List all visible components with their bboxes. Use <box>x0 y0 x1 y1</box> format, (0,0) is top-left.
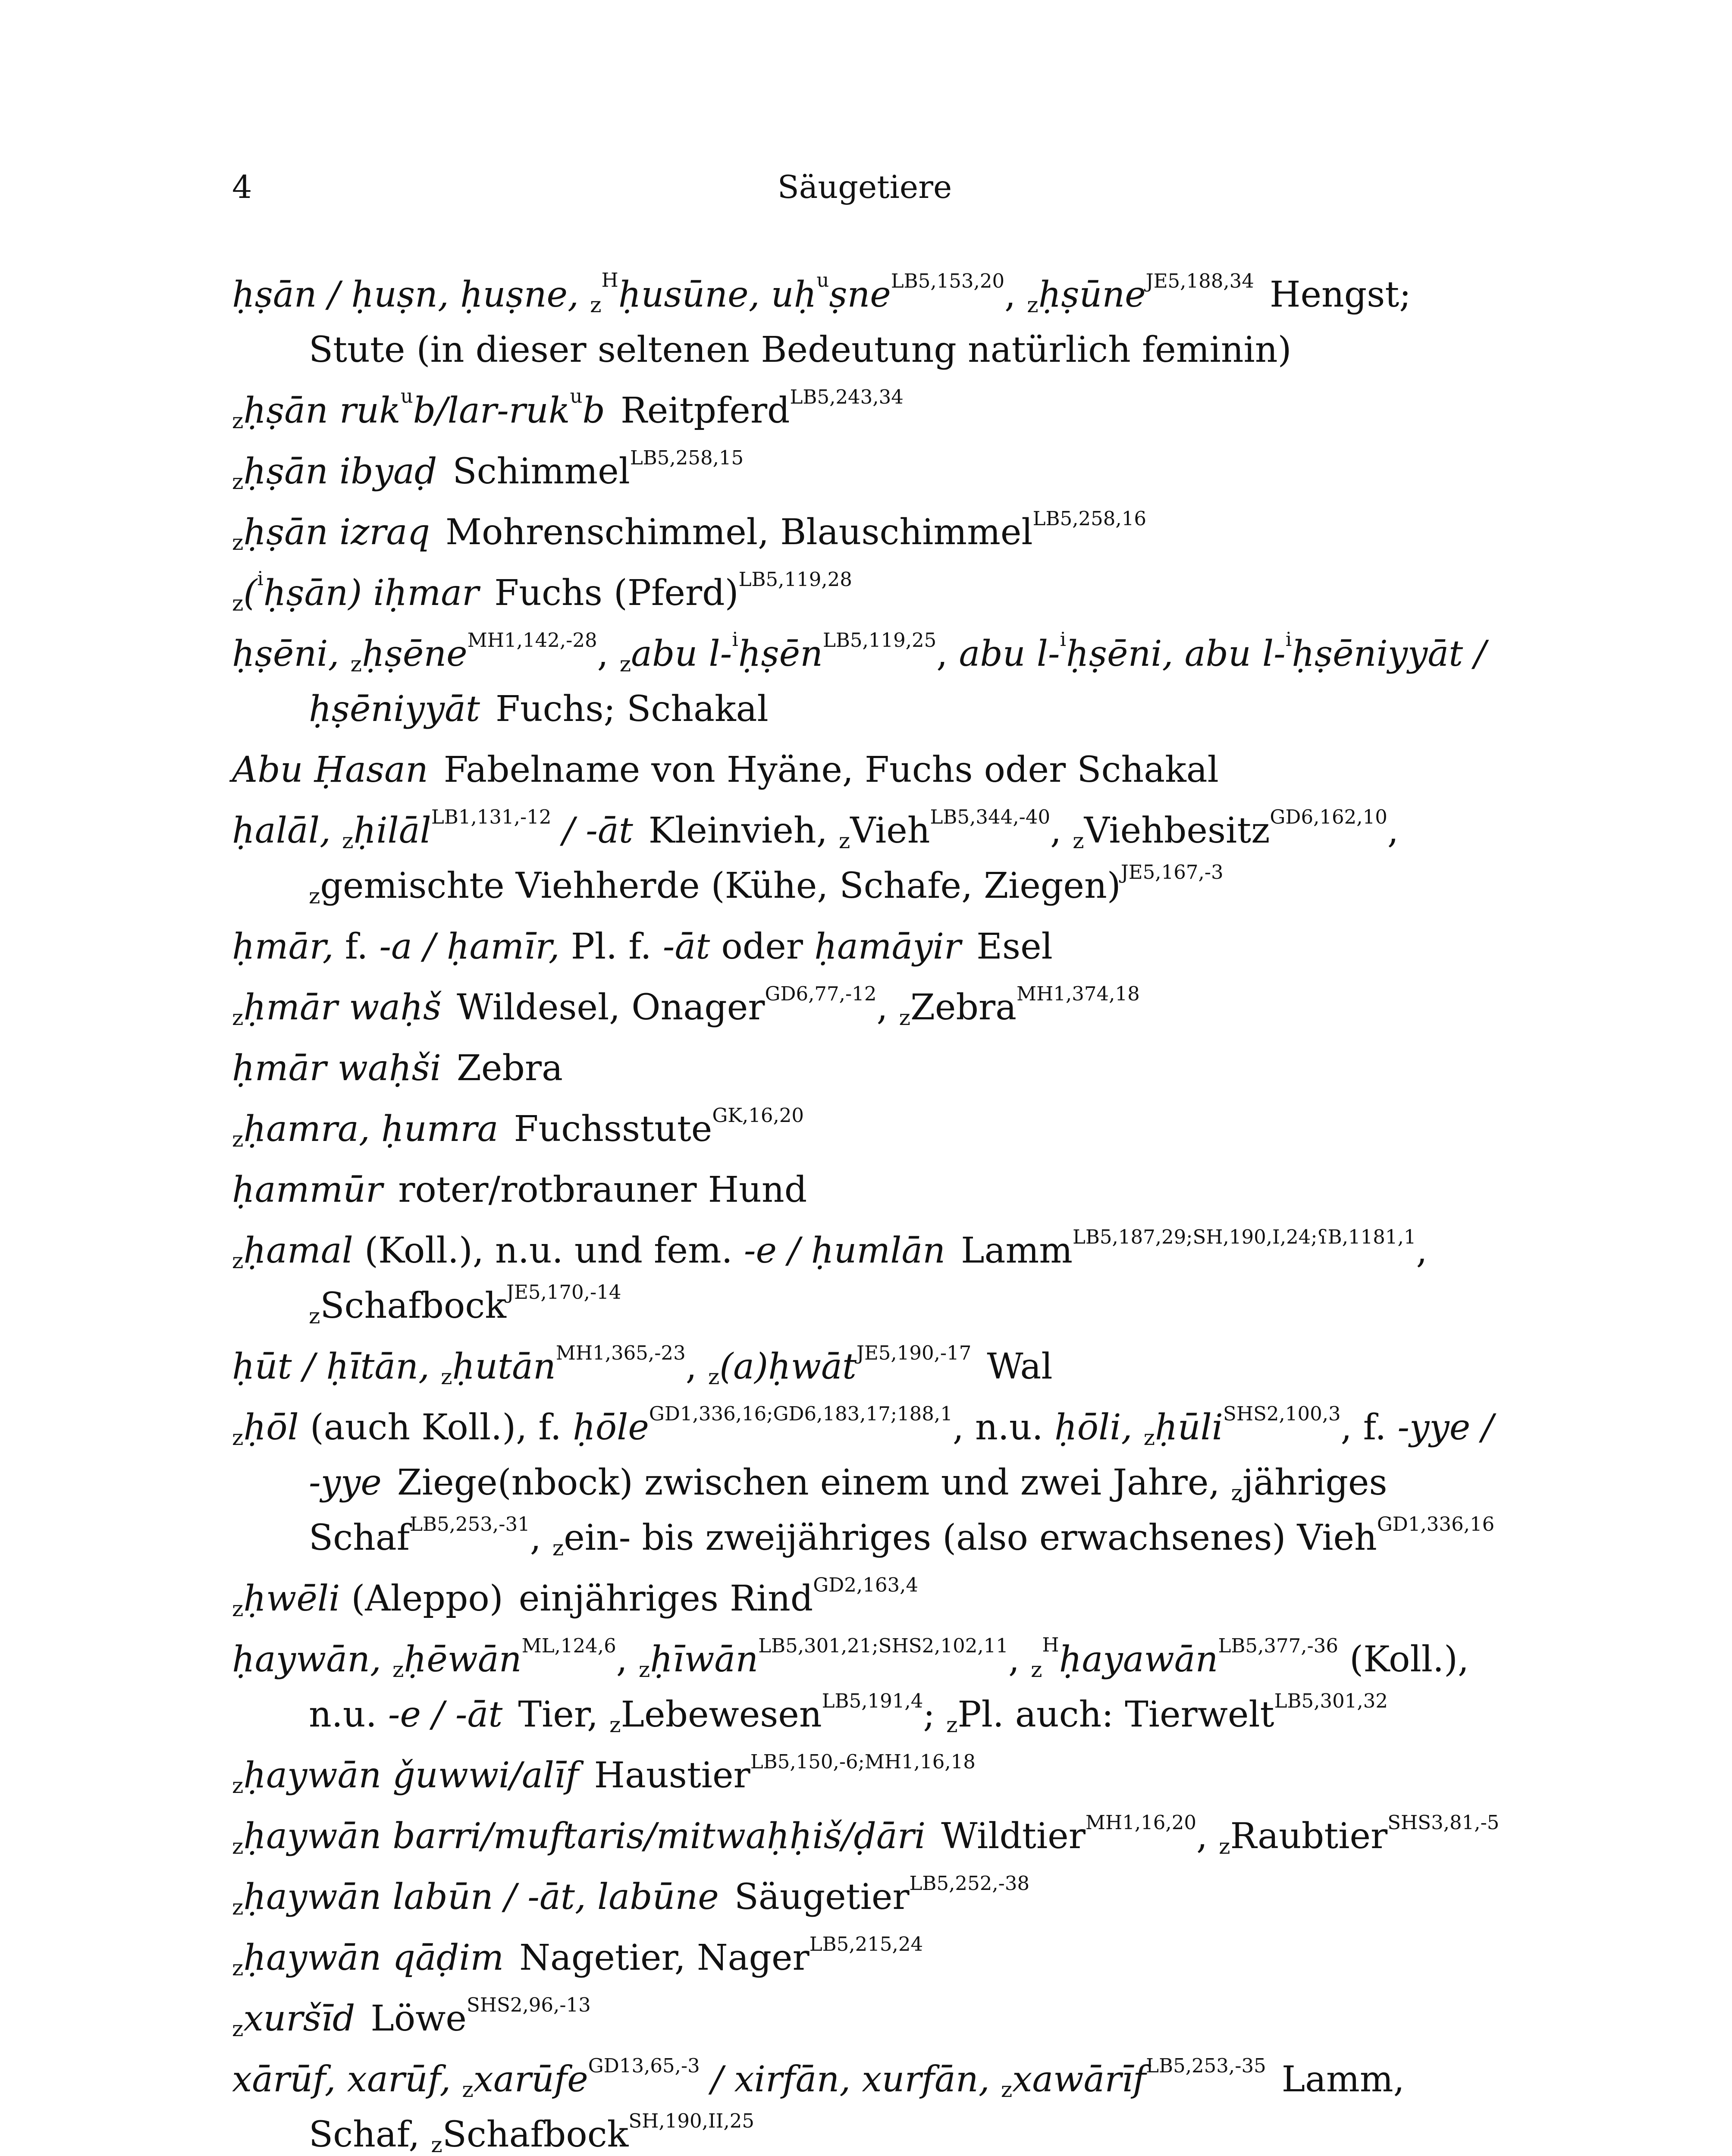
dictionary-entry <box>232 1163 1500 1218</box>
headword-text: ḥṣān izraq <box>243 512 430 553</box>
superscript-marker: u <box>400 385 413 407</box>
z-marker: z <box>232 530 244 555</box>
z-marker: z <box>232 1425 244 1450</box>
z-marker: z <box>232 1596 244 1621</box>
dictionary-entry <box>232 1991 1500 2046</box>
headword-text: -a / ḥamīr, <box>379 926 560 967</box>
z-marker: z <box>462 2077 474 2102</box>
headword-text: ḥilāl <box>353 810 431 851</box>
superscript-marker: u <box>816 269 829 291</box>
definition-text: Fabelname von Hyäne, Fuchs oder Schakal <box>443 749 1219 790</box>
headword-text: xuršīd <box>243 1998 355 2039</box>
source-reference: GK,16,20 <box>712 1104 804 1127</box>
headword-text: ḥaywān qāḍim <box>243 1937 504 1978</box>
superscript-marker: i <box>257 567 264 590</box>
headword-text: ḥīwān <box>650 1639 759 1680</box>
source-reference: LB5,191,4 <box>822 1689 923 1712</box>
z-marker: z <box>609 1712 621 1737</box>
headword-text: ḥṣēni, <box>232 633 351 674</box>
headword-text: / -āt <box>551 810 633 851</box>
z-marker: z <box>232 469 244 494</box>
z-marker: z <box>232 1834 244 1859</box>
dictionary-entry <box>232 1930 1500 1986</box>
source-reference: SHS2,100,3 <box>1223 1402 1341 1425</box>
z-marker: z <box>899 1005 910 1030</box>
source-reference: MH1,374,18 <box>1017 982 1140 1005</box>
definition-text: , <box>530 1517 552 1558</box>
headword-text: ḥusūne, uḥ <box>618 274 817 315</box>
definition-text: f. <box>333 926 380 967</box>
headword-text: ḥamāyir <box>814 926 961 967</box>
source-reference: GD1,336,16 <box>1377 1513 1495 1536</box>
dictionary-entry <box>232 566 1500 621</box>
superscript-marker: i <box>1060 628 1067 651</box>
z-marker: z <box>232 1127 244 1152</box>
source-reference: LB5,258,15 <box>630 446 744 469</box>
z-marker: z <box>232 1895 244 1920</box>
source-reference: LB5,253,-31 <box>410 1513 530 1536</box>
dictionary-entry <box>232 2052 1500 2156</box>
definition-text: Pl. auch: Tierwelt <box>957 1694 1274 1735</box>
headword-text: ḥamra, ḥumra <box>243 1109 499 1150</box>
definition-text: , <box>936 633 959 674</box>
z-marker: z <box>441 1364 452 1389</box>
definition-text: Tier, <box>518 1694 610 1735</box>
definition-text: , <box>685 1346 708 1387</box>
headword-text: abu l- <box>631 633 732 674</box>
definition-text: Fuchsstute <box>514 1109 712 1150</box>
superscript-marker: i <box>1285 628 1292 651</box>
source-reference: LB5,344,-40 <box>930 805 1051 828</box>
definition-text: roter/rotbrauner Hund <box>398 1169 807 1210</box>
z-marker: z <box>232 408 244 433</box>
definition-text: Wal <box>987 1346 1053 1387</box>
source-reference: LB5,150,-6;MH1,16,18 <box>750 1750 976 1773</box>
headword-text: ḥūt / ḥītān, <box>232 1346 441 1387</box>
source-reference: LB1,131,-12 <box>431 805 552 828</box>
headword-text: ḥṣān / ḥuṣn, ḥuṣne, <box>232 274 590 315</box>
dictionary-entry <box>232 980 1500 1035</box>
z-marker: z <box>342 828 354 853</box>
z-marker: z <box>619 652 631 677</box>
headword-text: ḥṣān) iḥmar <box>263 573 479 614</box>
definition-text: Pl. f. <box>559 926 663 967</box>
source-reference: LB5,377,-36 <box>1218 1634 1339 1657</box>
headword-text: ḥutān <box>452 1346 556 1387</box>
z-marker: z <box>1219 1834 1230 1859</box>
source-reference: LB5,187,29;SH,190,I,24;ʕB,1181,1 <box>1072 1225 1416 1248</box>
definition-text: Säugetier <box>734 1877 910 1918</box>
headword-text: -āt <box>662 926 710 967</box>
definition-text: Viehbesitz <box>1084 810 1270 851</box>
z-marker: z <box>1143 1425 1155 1450</box>
source-reference: LB5,253,-35 <box>1146 2054 1266 2077</box>
dictionary-entry <box>232 1400 1500 1566</box>
z-marker: z <box>638 1657 650 1682</box>
definition-text: Haustier <box>594 1755 750 1796</box>
z-marker: z <box>392 1657 404 1682</box>
definition-text: Zebra <box>456 1048 563 1089</box>
source-reference: JE5,190,-17 <box>856 1341 972 1364</box>
dictionary-entry <box>232 383 1500 439</box>
running-title: Säugetiere <box>777 169 952 206</box>
definition-text: (Aleppo) <box>340 1578 503 1619</box>
source-reference: GD6,77,-12 <box>765 982 877 1005</box>
headword-text: ḥaywān, <box>232 1639 393 1680</box>
definition-text: Wildesel, Onager <box>457 987 765 1028</box>
definition-text: , <box>1050 810 1073 851</box>
z-marker: z <box>309 1304 320 1329</box>
source-reference: LB5,243,34 <box>790 385 904 408</box>
dictionary-entry <box>232 1339 1500 1395</box>
definition-text: Lamm <box>961 1230 1073 1271</box>
superscript-marker: i <box>732 628 738 651</box>
z-marker: z <box>1073 828 1084 853</box>
headword-text: Abu Ḥasan <box>232 749 428 790</box>
dictionary-entry <box>232 505 1500 560</box>
superscript-marker: H <box>601 269 618 291</box>
dictionary-entry <box>232 1571 1500 1626</box>
source-reference: LB5,119,28 <box>738 568 852 591</box>
definition-text: einjähriges Rind <box>518 1578 813 1619</box>
definition-text: , <box>1387 810 1399 851</box>
z-marker: z <box>232 591 244 616</box>
z-marker: z <box>1027 292 1039 317</box>
definition-text: Fuchs (Pferd) <box>494 573 739 614</box>
definition-text: (Koll.), n.u. <box>309 1639 1469 1735</box>
definition-text: , <box>616 1639 639 1680</box>
definition-text: oder <box>710 926 815 967</box>
z-marker: z <box>1231 1480 1243 1505</box>
superscript-marker: u <box>570 385 583 407</box>
headword-text: ḥammūr <box>232 1169 383 1210</box>
headword-text: ḥṣūne <box>1038 274 1146 315</box>
definition-text: , <box>597 633 620 674</box>
source-reference: GD1,336,16;GD6,183,17;188,1 <box>649 1402 953 1425</box>
dictionary-entry <box>232 1041 1500 1096</box>
headword-text: -e / ḥumlān <box>744 1230 946 1271</box>
dictionary-entry <box>232 1632 1500 1742</box>
definition-text: Kleinvieh, <box>648 810 839 851</box>
headword-text: ḥmār, <box>232 926 334 967</box>
definition-text: , f. <box>1340 1407 1398 1448</box>
source-reference: SH,190,II,25 <box>628 2109 755 2132</box>
definition-text: gemischte Viehherde (Kühe, Schafe, Ziegen) <box>320 865 1121 906</box>
headword-text: ḥṣān ibyaḍ <box>243 451 437 492</box>
dictionary-entry <box>232 1748 1500 1803</box>
headword-text: b/lar-ruk <box>413 390 570 431</box>
definition-text: Schimmel <box>452 451 630 492</box>
z-marker: z <box>232 1955 244 1981</box>
z-marker: z <box>552 1536 564 1561</box>
headword-text: ḥmār waḥši <box>232 1048 441 1089</box>
dictionary-entry <box>232 1870 1500 1925</box>
definition-text: Zebra <box>910 987 1017 1028</box>
definition-text: Wildtier <box>941 1816 1086 1857</box>
headword-text: ḥṣēniyyāt / ḥṣēniyyāt <box>309 633 1486 730</box>
source-reference: MH1,16,20 <box>1085 1811 1196 1834</box>
definition-text: Mohrenschimmel, Blauschimmel <box>446 512 1033 553</box>
headword-text: -e / -āt <box>388 1694 503 1735</box>
headword-text: / xirfān, xurfān, <box>700 2059 1001 2100</box>
source-reference: LB5,258,16 <box>1032 507 1146 530</box>
headword-text: ḥaywān ǧuwwi/alīf <box>243 1755 579 1796</box>
definition-text: Schafbock <box>442 2114 629 2155</box>
dictionary-entry <box>232 267 1500 378</box>
dictionary-entry <box>232 1102 1500 1157</box>
definition-text: Hengst; Stute (in dieser seltenen Bedeutung natürlich feminin) <box>309 274 1411 370</box>
headword-text: xawārīf <box>1012 2059 1146 2100</box>
definition-text: , <box>1004 274 1027 315</box>
headword-text: b <box>582 390 606 431</box>
source-reference: MH1,365,-23 <box>555 1341 686 1364</box>
z-marker: z <box>232 1005 244 1030</box>
headword-text: ( <box>243 573 257 614</box>
source-reference: SHS2,96,-13 <box>466 1993 591 2016</box>
z-marker: z <box>838 828 850 853</box>
headword-text: ḥṣēni, abu l- <box>1066 633 1286 674</box>
headword-text: ḥamal <box>243 1230 353 1271</box>
z-marker: z <box>590 292 602 317</box>
z-marker: z <box>232 2016 244 2041</box>
z-marker: z <box>1031 1657 1042 1682</box>
definition-text: Vieh <box>850 810 930 851</box>
headword-text: ḥalāl, <box>232 810 342 851</box>
source-reference: LB5,119,25 <box>822 629 937 652</box>
dictionary-entry <box>232 743 1500 798</box>
dictionary-entry <box>232 444 1500 499</box>
dictionary-entry <box>232 1809 1500 1864</box>
source-reference: JE5,188,34 <box>1145 270 1254 292</box>
dictionary-entry <box>232 803 1500 914</box>
z-marker: z <box>431 2132 442 2156</box>
z-marker: z <box>309 884 320 909</box>
definition-text: , <box>1008 1639 1031 1680</box>
headword-text: -yye / -yye <box>309 1407 1494 1503</box>
headword-text: ḥṣēne <box>361 633 468 674</box>
definition-text: (Koll.), n.u. und fem. <box>353 1230 744 1271</box>
headword-text: (a)ḥwāt <box>719 1346 857 1387</box>
definition-text: Fuchs; Schakal <box>495 689 769 730</box>
headword-text: ḥwēli <box>243 1578 340 1619</box>
source-reference: JE5,167,-3 <box>1120 861 1224 884</box>
dictionary-entry <box>232 919 1500 975</box>
source-reference: ML,124,6 <box>521 1634 616 1657</box>
headword-text: abu l- <box>959 633 1060 674</box>
headword-text: ḥēwān <box>404 1639 522 1680</box>
definition-text: Schafbock <box>320 1285 506 1326</box>
headword-text: ḥmār waḥš <box>243 987 442 1028</box>
definition-text: (auch Koll.), f. <box>298 1407 573 1448</box>
source-reference: LB5,252,-38 <box>909 1872 1030 1895</box>
definition-text: ein- bis zweijähriges (also erwachsenes) Vieh <box>564 1517 1377 1558</box>
source-reference: LB5,301,32 <box>1274 1689 1388 1712</box>
definition-text: Löwe <box>370 1998 467 2039</box>
z-marker: z <box>350 652 362 677</box>
definition-text: Nagetier, Nager <box>519 1937 810 1978</box>
z-marker: z <box>232 1773 244 1798</box>
source-reference: GD6,162,10 <box>1270 805 1387 828</box>
headword-text: ḥayawān <box>1059 1639 1218 1680</box>
source-reference: LB5,301,21;SHS2,102,11 <box>758 1634 1008 1657</box>
dictionary-entry <box>232 627 1500 737</box>
dictionary-entries <box>232 267 1500 2156</box>
page-number: 4 <box>232 169 252 206</box>
superscript-marker: H <box>1042 1633 1059 1656</box>
source-reference: LB5,215,24 <box>809 1933 923 1955</box>
dictionary-entry <box>232 1223 1500 1334</box>
z-marker: z <box>708 1364 720 1389</box>
definition-text: , <box>876 987 899 1028</box>
source-reference: GD13,65,-3 <box>588 2054 700 2077</box>
source-reference: JE5,170,-14 <box>506 1281 621 1304</box>
definition-text: , <box>1416 1230 1428 1271</box>
z-marker: z <box>946 1712 958 1737</box>
headword-text: xarūfe <box>473 2059 588 2100</box>
source-reference: MH1,142,-28 <box>467 629 597 652</box>
definition-text: Reitpferd <box>621 390 790 431</box>
headword-text: ḥaywān barri/muftaris/mitwaḥḥiš/ḍāri <box>243 1816 926 1857</box>
definition-text: , <box>1196 1816 1219 1857</box>
definition-text: Lebewesen <box>621 1694 822 1735</box>
definition-text: , n.u. <box>952 1407 1054 1448</box>
source-reference: GD2,163,4 <box>813 1573 919 1596</box>
definition-text: ; <box>923 1694 947 1735</box>
source-reference: LB5,153,20 <box>891 270 1005 292</box>
source-reference: SHS3,81,-5 <box>1387 1811 1500 1834</box>
page-header <box>232 169 1497 216</box>
headword-text: ḥṣēn <box>738 633 823 674</box>
headword-text: ṣne <box>829 274 891 315</box>
definition-text: jähriges Schaf <box>309 1462 1387 1558</box>
headword-text: ḥaywān labūn / -āt, labūne <box>243 1877 719 1918</box>
definition-text: Esel <box>976 926 1053 967</box>
headword-text: ḥōle <box>572 1407 649 1448</box>
headword-text: ḥōli, <box>1054 1407 1144 1448</box>
definition-text: Ziege(nbock) zwischen einem und zwei Jahre, <box>397 1462 1231 1503</box>
z-marker: z <box>232 1248 244 1273</box>
definition-text: Lamm, Schaf, <box>309 2059 1405 2155</box>
z-marker: z <box>1001 2077 1013 2102</box>
headword-text: xārūf, xarūf, <box>232 2059 462 2100</box>
headword-text: ḥūli <box>1155 1407 1223 1448</box>
headword-text: ḥōl <box>243 1407 299 1448</box>
headword-text: ḥṣān ruk <box>243 390 401 431</box>
definition-text: Raubtier <box>1230 1816 1388 1857</box>
